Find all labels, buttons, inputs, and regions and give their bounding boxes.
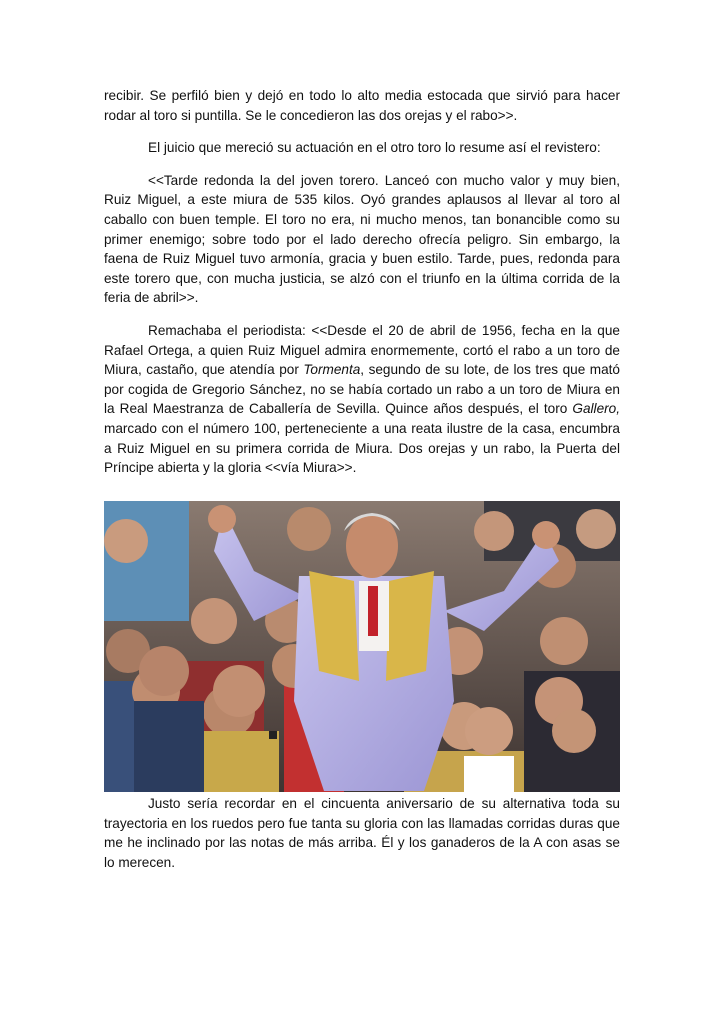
paragraph-5: Justo sería recordar en el cincuenta aniversario de su alternativa toda su trayectoria en los ruedos pero fue tanta su gloria con las llamadas corridas duras que me he inclinado por las notas de más arriba. Él y los ganaderos de la A con asas se lo merecen. [104,796,620,870]
photo-illustration [104,501,620,792]
text-block-bottom [104,794,620,872]
bull-name-tormenta: Tormenta [303,362,361,378]
paragraph-4-part-3: marcado con el número 100, perteneciente a una reata ilustre de la casa, encumbra a Ruiz Miguel en su primera corrida de Miura. Dos orejas y un rabo, la Puerta del Príncipe abierta y la gloria <<vía Miura>>. [104,420,620,476]
bullfighter-photo [104,501,620,792]
bull-name-gallero: Gallero, [572,401,620,417]
paragraph-4-part-2: , segundo de su lote, de los tres que mató por cogida de Gregorio Sánchez, no se había cortado un rabo a un toro de Miura en la Real Maestranza de Caballería de Sevilla. Quince años después, el toro [104,362,620,417]
paragraph-4 [104,321,620,478]
paragraph-1: recibir. Se perfiló bien y dejó en todo lo alto media estocada que sirvió para hacer rodar al toro si puntilla. Se le concedieron las dos orejas y el rabo>>. [104,88,620,123]
paragraph-3-quote: <<Tarde redonda la del joven torero. Lanceó con mucho valor y muy bien, Ruiz Miguel, a este miura de 535 kilos. Oyó grandes aplausos al llevar al toro al caballo con buen temple. El toro no era, ni mucho menos, tan bonancible como su primer enemigo; sobre todo por el lado derecho ofrecía peligro. Sin embargo, la faena de Ruiz Miguel tuvo armonía, gracia y buen estilo. Tarde, pues, redonda para este torero que, con mucha justicia, se alzó con el triunfo en la última corrida de la feria de abril>>. [104,172,620,306]
paragraph-2: El juicio que mereció su actuación en el otro toro lo resume así el revistero: [148,140,601,156]
paragraph-4-part-1: Remachaba el periodista: <<Desde el 20 de abril de 1956, fecha en la que Rafael Ortega, a quien Ruiz Miguel admira enormemente, cortó el rabo a un toro de Miura, castaño, que atendía por [104,322,620,378]
text-block-top [104,86,620,478]
